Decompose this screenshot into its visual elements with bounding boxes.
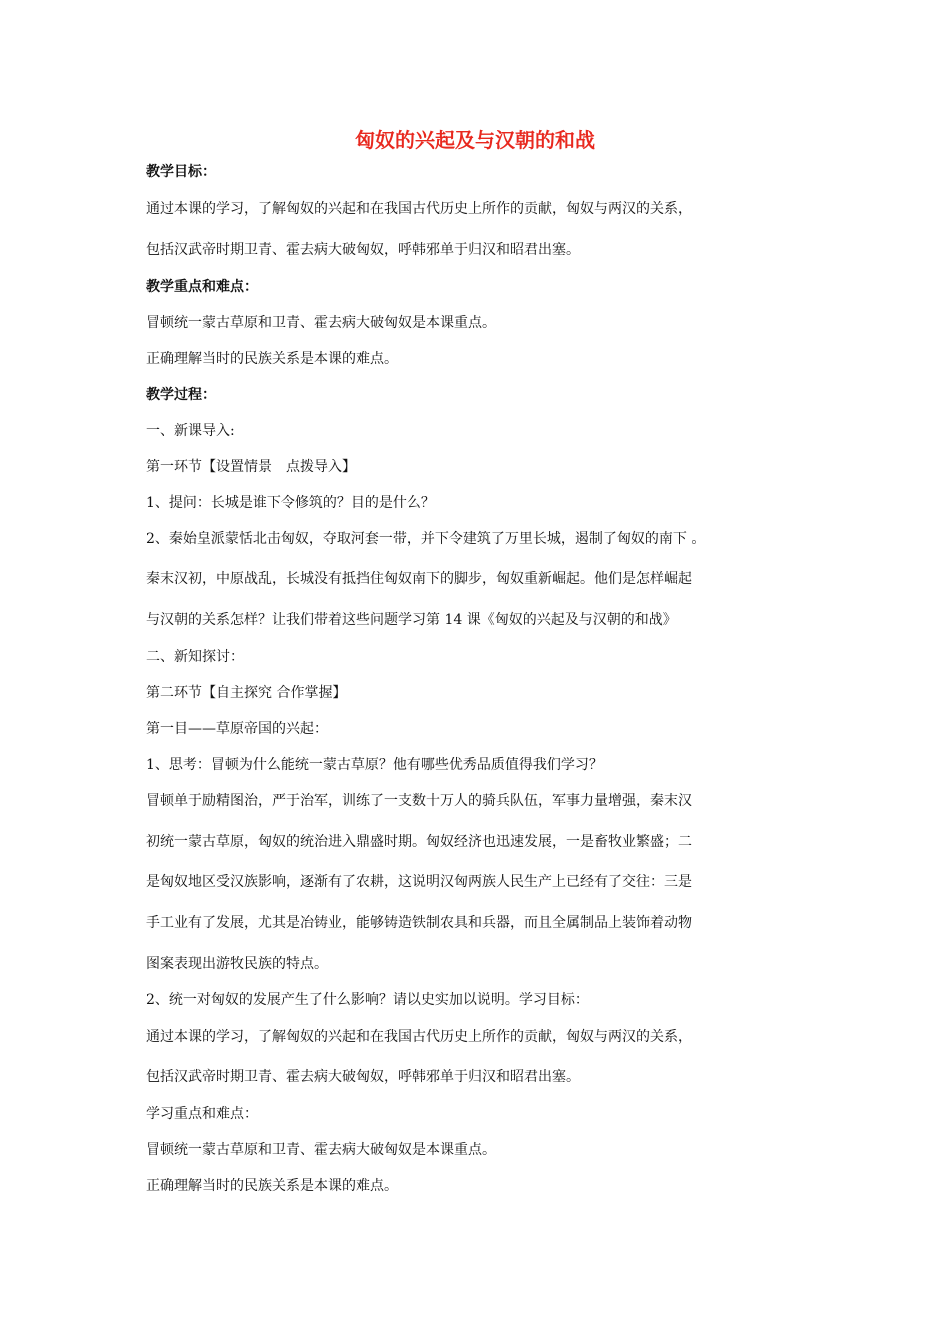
paragraph-line: 一、新课导入: xyxy=(146,423,235,439)
heading-teaching-process: 教学过程： xyxy=(146,387,216,403)
paragraph-line: 秦末汉初，中原战乱，长城没有抵挡住匈奴南下的脚步，匈奴重新崛起。他们是怎样崛起 xyxy=(146,571,692,587)
heading-teaching-goals: 教学目标： xyxy=(146,164,216,180)
paragraph-line: 包括汉武帝时期卫青、霍去病大破匈奴，呼韩邪单于归汉和昭君出塞。 xyxy=(146,1069,580,1085)
paragraph-line: 二、新知探讨： xyxy=(146,649,244,665)
paragraph-line: 图案表现出游牧民族的特点。 xyxy=(146,956,328,972)
document-title: 匈奴的兴起及与汉朝的和战 xyxy=(355,128,595,152)
paragraph-line: 冒顿统一蒙古草原和卫青、霍去病大破匈奴是本课重点。 xyxy=(146,1142,496,1158)
paragraph-line: 学习重点和难点： xyxy=(146,1106,258,1122)
paragraph-line: 1、提问：长城是谁下令修筑的？目的是什么？ xyxy=(146,495,435,511)
paragraph-line: 第一目——草原帝国的兴起： xyxy=(146,721,328,737)
paragraph-line: 正确理解当时的民族关系是本课的难点。 xyxy=(146,1178,398,1194)
paragraph-line: 2、秦始皇派蒙恬北击匈奴，夺取河套一带，并下令建筑了万里长城，遏制了匈奴的南下 。 xyxy=(146,531,706,547)
paragraph-line: 与汉朝的关系怎样？让我们带着这些问题学习第 14 课《匈奴的兴起及与汉朝的和战》 xyxy=(146,612,677,628)
paragraph-line: 1、思考：冒顿为什么能统一蒙古草原？他有哪些优秀品质值得我们学习？ xyxy=(146,757,603,773)
paragraph-line: 是匈奴地区受汉族影响，逐渐有了农耕，这说明汉匈两族人民生产上已经有了交往：三是 xyxy=(146,874,692,890)
heading-key-points: 教学重点和难点： xyxy=(146,279,258,295)
paragraph-line: 冒顿单于励精图治，严于治军，训练了一支数十万人的骑兵队伍，军事力量增强，秦末汉 xyxy=(146,793,692,809)
paragraph-line: 包括汉武帝时期卫青、霍去病大破匈奴，呼韩邪单于归汉和昭君出塞。 xyxy=(146,242,580,258)
paragraph-line: 通过本课的学习，了解匈奴的兴起和在我国古代历史上所作的贡献，匈奴与两汉的关系， xyxy=(146,1029,692,1045)
paragraph-line: 2、统一对匈奴的发展产生了什么影响？请以史实加以说明。学习目标： xyxy=(146,992,589,1008)
paragraph-line: 第二环节【自主探究 合作掌握】 xyxy=(146,685,347,701)
paragraph-line: 手工业有了发展，尤其是冶铸业，能够铸造铁制农具和兵器，而且全属制品上装饰着动物 xyxy=(146,915,692,931)
paragraph-line: 初统一蒙古草原，匈奴的统治进入鼎盛时期。匈奴经济也迅速发展，一是畜牧业繁盛；二 xyxy=(146,834,692,850)
paragraph-line: 冒顿统一蒙古草原和卫青、霍去病大破匈奴是本课重点。 xyxy=(146,315,496,331)
paragraph-line: 正确理解当时的民族关系是本课的难点。 xyxy=(146,351,398,367)
paragraph-line: 第一环节【设置情景 点拨导入】 xyxy=(146,459,356,475)
paragraph-line: 通过本课的学习，了解匈奴的兴起和在我国古代历史上所作的贡献，匈奴与两汉的关系， xyxy=(146,201,692,217)
